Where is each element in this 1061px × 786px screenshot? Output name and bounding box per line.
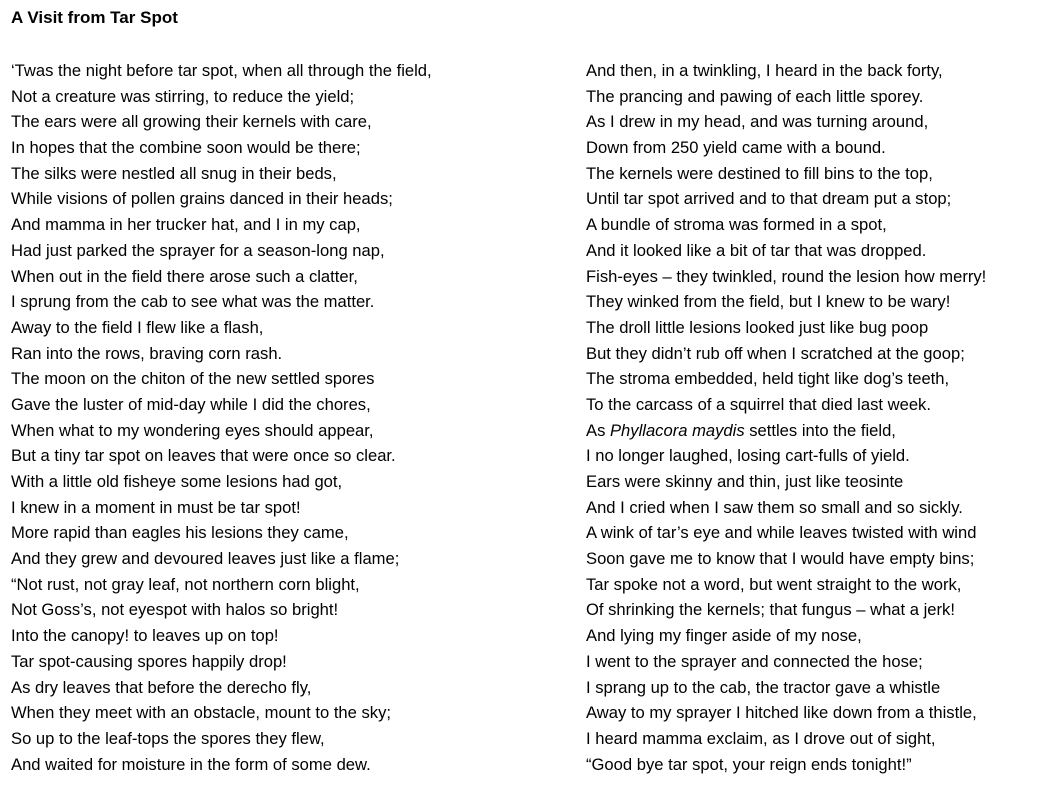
poem-line: Of shrinking the kernels; that fungus – what a jerk! [586, 600, 955, 620]
poem-line-text: As [586, 420, 610, 440]
poem-line: When out in the field there arose such a clatter, [11, 266, 358, 286]
poem-line: And they grew and devoured leaves just like a flame; [11, 549, 400, 569]
poem-line: The ears were all growing their kernels with care, [11, 112, 372, 132]
poem-line: As I drew in my head, and was turning around, [586, 112, 929, 132]
poem-line: So up to the leaf-tops the spores they flew, [11, 728, 325, 748]
poem-line-italic-text: Phyllacora maydis [609, 420, 745, 440]
poem-line: Had just parked the sprayer for a season-long nap, [11, 240, 385, 260]
poem-line: While visions of pollen grains danced in their heads; [11, 189, 393, 209]
poem-line: But a tiny tar spot on leaves that were once so clear. [11, 446, 396, 466]
poem-line: As dry leaves that before the derecho fly, [11, 677, 312, 697]
poem-line: The prancing and pawing of each little sporey. [586, 86, 924, 106]
poem-line: Down from 250 yield came with a bound. [586, 138, 886, 158]
poem-line: ‘Twas the night before tar spot, when all through the field, [11, 61, 432, 80]
poem-line: With a little old fisheye some lesions had got, [11, 472, 343, 491]
poem-line: I went to the sprayer and connected the hose; [586, 651, 923, 671]
poem-line: Not Goss’s, not eyespot with halos so bright! [11, 600, 339, 620]
poem-line: The moon on the chiton of the new settled spores [11, 369, 375, 389]
poem-line: Into the canopy! to leaves up on top! [11, 626, 279, 646]
poem-line: And mamma in her trucker hat, and I in my cap, [11, 215, 361, 235]
poem-line: I heard mamma exclaim, as I drove out of sight, [586, 728, 936, 748]
poem-line: I knew in a moment in must be tar spot! [11, 497, 301, 517]
poem-line: Soon gave me to know that I would have empty bins; [586, 549, 975, 569]
poem-line: In hopes that the combine soon would be there; [11, 138, 361, 158]
poem-line: The silks were nestled all snug in their beds, [11, 163, 337, 183]
poem-line: The droll little lesions looked just like bug poop [586, 317, 929, 337]
poem-line: Ears were skinny and thin, just like teosinte [586, 472, 904, 491]
poem-line: The kernels were destined to fill bins to the top, [586, 163, 933, 183]
poem-line: Not a creature was stirring, to reduce the yield; [11, 86, 355, 106]
poem-line: Away to my sprayer I hitched like down from a thistle, [586, 703, 977, 723]
poem-line: I sprang up to the cab, the tractor gave a whistle [586, 677, 941, 697]
poem-line: I no longer laughed, losing cart-fulls of yield. [586, 446, 910, 466]
poem-title: A Visit from Tar Spot [11, 8, 178, 27]
poem-line: Until tar spot arrived and to that dream put a stop; [586, 189, 952, 209]
poem-line [586, 418, 1058, 444]
poem-line: To the carcass of a squirrel that died last week. [586, 394, 931, 414]
poem-line: I sprung from the cab to see what was the matter. [11, 292, 375, 312]
poem-line: When what to my wondering eyes should appear, [11, 420, 374, 440]
poem-line: And it looked like a bit of tar that was dropped. [586, 240, 927, 260]
poem-line: But they didn’t rub off when I scratched at the goop; [586, 343, 965, 363]
poem-line: Gave the luster of mid-day while I did the chores, [11, 394, 371, 414]
poem-line: And I cried when I saw them so small and so sickly. [586, 497, 963, 517]
poem-line: Tar spoke not a word, but went straight to the work, [586, 574, 962, 594]
poem-line-text: settles into the field, [744, 420, 896, 440]
poem-line: A wink of tar’s eye and while leaves twisted with wind [586, 523, 977, 543]
poem-line: The stroma embedded, held tight like dog’s teeth, [586, 369, 950, 389]
poem-line: “Not rust, not gray leaf, not northern corn blight, [11, 574, 360, 594]
poem-line: A bundle of stroma was formed in a spot, [586, 215, 887, 235]
poem-line: Away to the field I flew like a flash, [11, 317, 264, 337]
poem-line: When they meet with an obstacle, mount to the sky; [11, 703, 392, 723]
poem-right-column [586, 58, 1058, 777]
poem-line: And then, in a twinkling, I heard in the back forty, [586, 61, 943, 80]
poem-line: More rapid than eagles his lesions they came, [11, 523, 349, 543]
poem-line: And lying my finger aside of my nose, [586, 626, 862, 646]
poem-line: Tar spot-causing spores happily drop! [11, 651, 287, 671]
poem-line: They winked from the field, but I knew to be wary! [586, 292, 951, 312]
poem-line: “Good bye tar spot, your reign ends tonight!” [586, 754, 912, 774]
poem-line: Fish-eyes – they twinkled, round the lesion how merry! [586, 266, 987, 286]
poem-left-column [11, 58, 541, 777]
poem-line: And waited for moisture in the form of some dew. [11, 754, 371, 774]
poem-line: Ran into the rows, braving corn rash. [11, 343, 283, 363]
